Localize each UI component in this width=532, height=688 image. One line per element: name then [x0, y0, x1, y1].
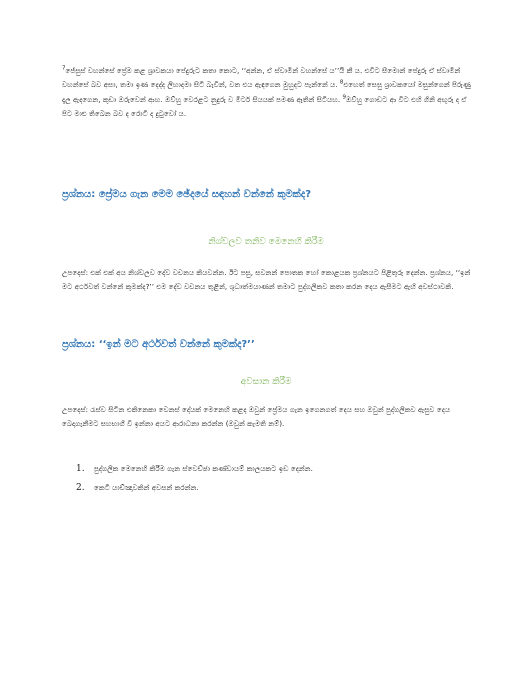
list-item-text: කෙටි යාච්ඤාවකින් අවසන් කරන්න. [94, 483, 199, 492]
question-love: ප්‍රශ්නය: ප්‍රේමය ගැන මෙම ඡේදයේ සඳහන් වන්නේ කුමක්ද? [62, 189, 312, 200]
verse-number-8: 8 [339, 80, 344, 87]
closing-steps-list [76, 463, 472, 501]
verse-number-7: 7 [62, 65, 66, 72]
list-number: 2. [76, 483, 85, 493]
verse-7-text: ජේසුස් වහන්සේ ප්‍රේම කළ ශ්‍රාවකයා පේදුරුට කතා කොට, ‘‘අන්න, ඒ ස්වාමීන් වහන්සේ ය’’යි කී ය. එවිට සීමොන් පේදුරු ඒ ස්වාමීන් වහන්සේ බව අසා, තමා ඉණ දෙද්ද ලිහාදමා සිටි බැවින්, වත එය ඇඳගෙන මුහුදට පැන්නේ ය. [62, 66, 461, 90]
verse-9-text: ඔව්හු ගොඩට ආ විට එහි ගිනි අඟුරු ද ඒ පිට මාළු තිබෙන බව ද රොටි ද දුටුවෝ ය. [62, 94, 467, 119]
section-heading-silent-meditation: නිශ්චලව තනිව මෙනෙහි කිරීම [208, 237, 324, 247]
list-item-text: පුද්ගලික මෙනෙහි කිරීම ගැන ස්වෙච්ඡා කණ්ඩායම් කාලයකට ඉඩ දෙන්න. [94, 464, 313, 473]
verse-8-text: එහෙත් සෙසු ශ්‍රාවකයෝ මසුන්ගෙන් පිරුණු දැල ඇදගෙන, කුඩා ඔරුවෙන් ආහ. ඔව්හු වෙරළට නුදුරු ව මීටර් සියයක් පමණ ඈතින් සිටියහ. [62, 80, 471, 104]
section-heading-closing: අවසාන කිරීම [240, 377, 292, 387]
list-number: 1. [76, 464, 85, 474]
instruction-silent-reading: උපදෙස්: එක් එක් අය නිශ්චලව දේව වචනය කියවන්න. ඊට පසු, සවනන් පොතක හෝ කොළයක ප්‍රශ්නයට පිළිතුරු දෙන්න. ප්‍රශ්නය, ‘‘ඉන් මට අර්ථවත් වන්නේ කුමක්ද?’’ එම දේව වචනය තුළින්, ශුධාත්මයාණන් තමාට පුද්ගලිකව කතා කරන දෙය ඇසීමට ඇහි අවස්ථාවකි. [62, 268, 471, 292]
list-item [76, 482, 472, 501]
list-item [76, 463, 472, 482]
verse-number-9: 9 [342, 94, 346, 101]
instruction-closing: උපදෙස්: රැස්ව සිටින එකිනෙකා වෙනස් දේයක් මෙනෙහි කළද ඔවුන් ප්‍රේමය ගැන ඉගෙනගත් දෙය සහ ඔවුන් පුද්ගලිකව ඇසුව දෙය බෙදාගැනීමට සහභාගී වී ඉන්නා අයට ආරාධනා කරන්න (ඔවුන් කැමති නම්). [62, 405, 451, 429]
question-meaning: ප්‍රශ්නය: ‘‘ඉන් මට අර්ථවත් වන්නේ කුමක්ද?’’ [62, 339, 255, 350]
scripture-passage [62, 64, 472, 122]
